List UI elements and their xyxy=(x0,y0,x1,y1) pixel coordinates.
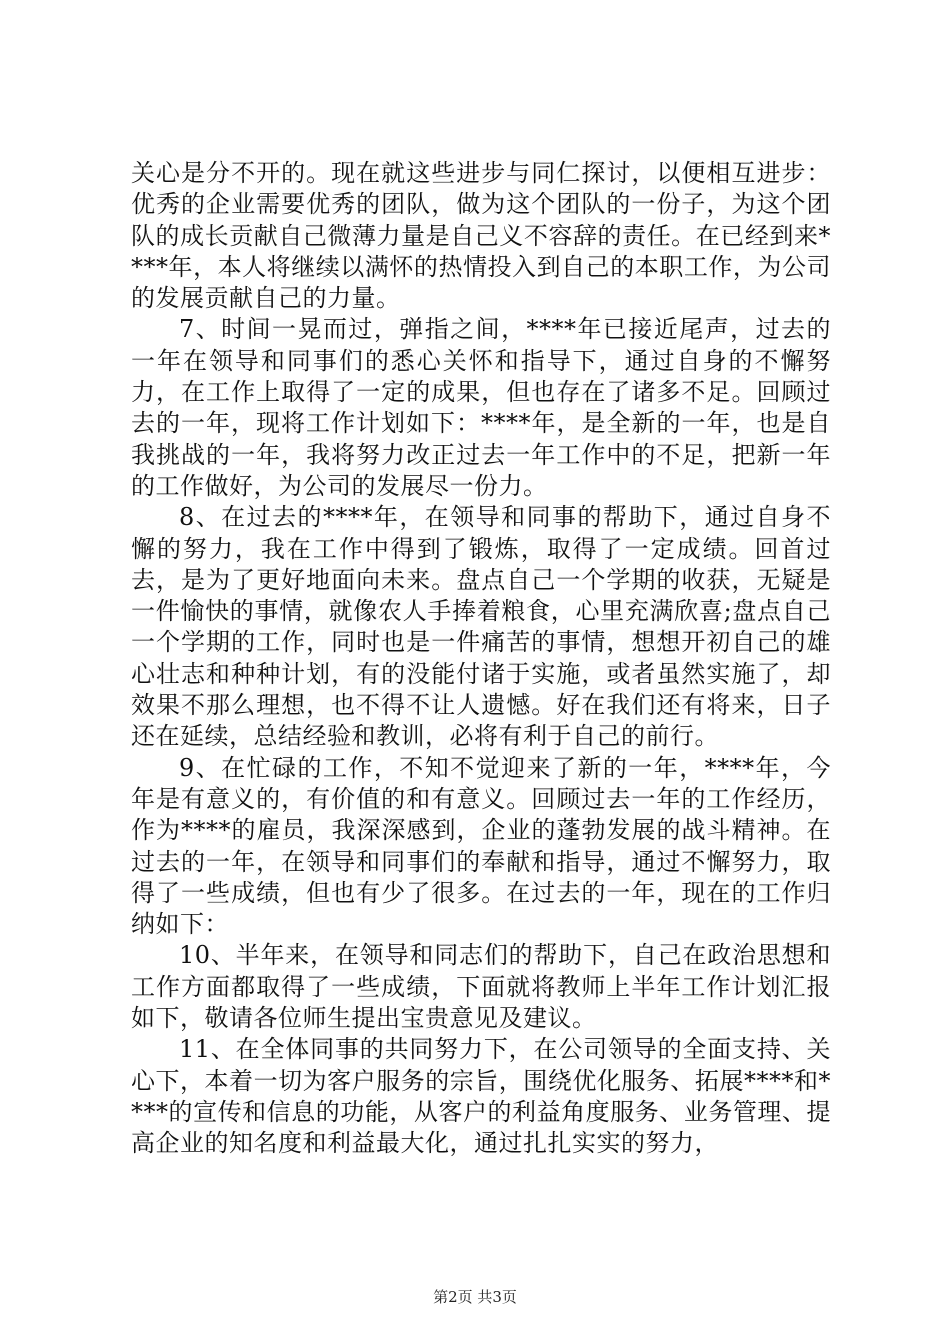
paragraph-11: 11、在全体同事的共同努力下，在公司领导的全面支持、关心下，本着一切为客户服务的宗旨，围绕优化服务、拓展****和****的宣传和信息的功能，从客户的利益角度服务、业务管理、提高企业的知名度和利益最大化，通过扎扎实实的努力， xyxy=(131,1035,831,1158)
paragraph-9: 9、在忙碌的工作，不知不觉迎来了新的一年，****年，今年是有意义的，有价值的和有意义。回顾过去一年的工作经历，作为****的雇员，我深深感到，企业的蓬勃发展的战斗精神。在过去的一年，在领导和同事们的奉献和指导，通过不懈努力，取得了一些成绩，但也有少了很多。在过去的一年，现在的工作归纳如下： xyxy=(131,753,831,939)
page-number-footer: 第2页 共3页 xyxy=(433,1288,517,1306)
paragraph-1: 关心是分不开的。现在就这些进步与同仁探讨，以便相互进步：优秀的企业需要优秀的团队，做为这个团队的一份子，为这个团队的成长贡献自己微薄力量是自己义不容辞的责任。在已经到来****年，本人将继续以满怀的热情投入到自己的本职工作，为公司的发展贡献自己的力量。 xyxy=(131,159,831,313)
paragraph-7: 7、时间一晃而过，弹指之间，****年已接近尾声，过去的一年在领导和同事们的悉心关怀和指导下，通过自身的不懈努力，在工作上取得了一定的成果，但也存在了诸多不足。回顾过去的一年，现将工作计划如下：****年，是全新的一年，也是自我挑战的一年，我将努力改正过去一年工作中的不足，把新一年的工作做好，为公司的发展尽一份力。 xyxy=(131,315,831,500)
paragraph-10: 10、半年来，在领导和同志们的帮助下，自己在政治思想和工作方面都取得了一些成绩，下面就将教师上半年工作计划汇报如下，敬请各位师生提出宝贵意见及建议。 xyxy=(131,941,831,1033)
document-body xyxy=(131,158,831,1160)
paragraph-8: 8、在过去的****年，在领导和同事的帮助下，通过自身不懈的努力，我在工作中得到了锻炼，取得了一定成绩。回首过去，是为了更好地面向未来。盘点自己一个学期的收获，无疑是一件愉快的事情，就像农人手捧着粮食，心里充满欣喜;盘点自己一个学期的工作，同时也是一件痛苦的事情，想想开初自己的雄心壮志和种种计划，有的没能付诸于实施，或者虽然实施了，却效果不那么理想，也不得不让人遗憾。好在我们还有将来，日子还在延续，总结经验和教训，必将有利于自己的前行。 xyxy=(131,503,831,751)
